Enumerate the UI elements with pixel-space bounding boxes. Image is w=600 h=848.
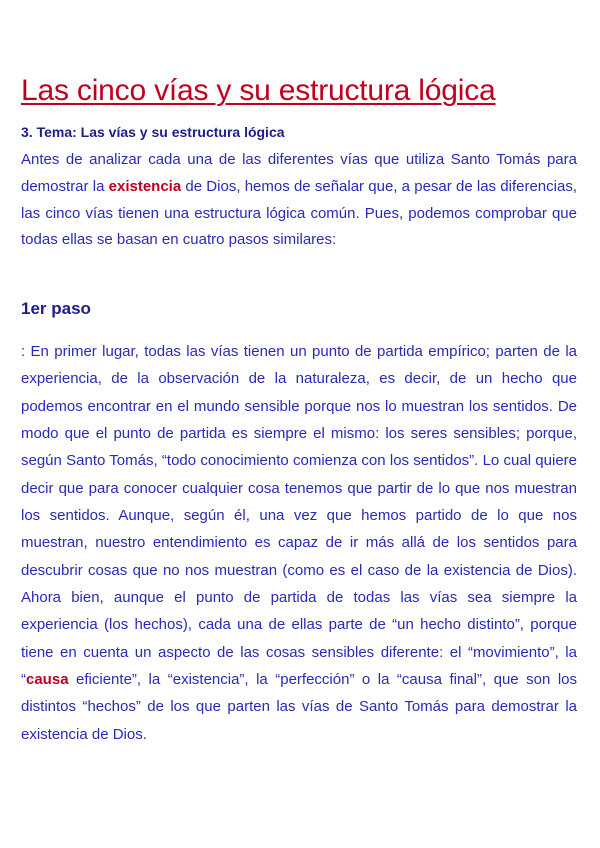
section-subtitle: 3. Tema: Las vías y su estructura lógica (21, 124, 285, 140)
step1-text-after: eficiente”, la “existencia”, la “perfección” o la “causa final”, que son los distintos “hechos” de los que parten las vías de Santo Tomás para demostrar la existencia de Dios. (21, 671, 577, 743)
step1-text-before: : En primer lugar, todas las vías tienen un punto de partida empírico; parten de la experiencia, de la observación de la naturaleza, es decir, de un hecho que podemos encontrar en el mundo sensible porque nos lo muestran los sentidos. De modo que el punto de partida es siempre el mismo: los seres sensibles; porque, según Santo Tomás, “todo conocimiento comienza con los sentidos”. Lo cual quiere decir que para conocer cualquier cosa tenemos que partir de lo que nos muestran los sentidos. Aunque, según él, una vez que hemos partido de lo que nos muestran, nuestro entendimiento es capaz de ir más allá de los sentidos para descubrir cosas que no nos muestran (como es el caso de la existencia de Dios). Ahora bien, aunque el punto de partida de todas las vías sea siempre la experiencia (los hechos), cada una de ellas parte de “un hecho distinto”, porque tiene en cuenta un aspecto de las cosas sensibles diferente: el “movimiento”, la “ (21, 343, 577, 689)
page-title: Las cinco vías y su estructura lógica (21, 74, 496, 107)
step1-highlight-causa: causa (26, 671, 69, 689)
intro-text-after: de Dios, hemos de señalar que, a pesar de las diferencias, las cinco vías tienen una estructura lógica común. Pues, podemos comprobar que todas ellas se basan en cuatro pasos similares: (21, 177, 577, 249)
step-heading: 1er paso (21, 299, 91, 318)
step1-paragraph (21, 338, 577, 748)
intro-highlight-existencia: existencia (108, 177, 182, 195)
intro-paragraph (21, 147, 577, 254)
intro-text-before: Antes de analizar cada una de las diferentes vías que utiliza Santo Tomás para demostrar la (21, 151, 577, 195)
